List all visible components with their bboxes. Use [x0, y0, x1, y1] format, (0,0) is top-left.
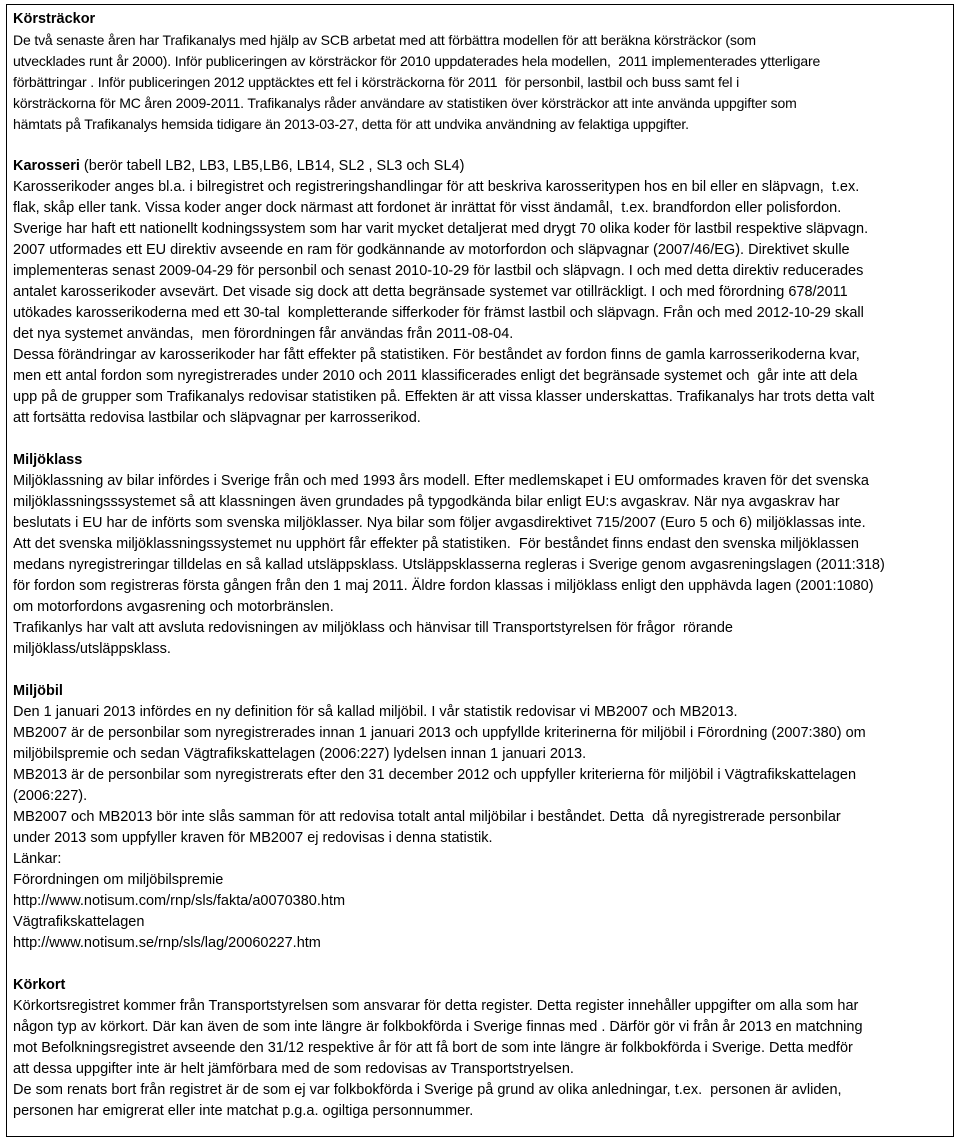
section-gap [13, 429, 953, 450]
paragraph-line: antalet karosserikoder avsevärt. Det visade sig dock att detta begränsade systemet var otillräckligt. I och med förordning 678/2011 [13, 284, 848, 300]
paragraph-line: miljöbilspremie och sedan Vägtrafikskattelagen (2006:227) lydelsen innan 1 januari 2013. [13, 746, 587, 762]
section-title-miljoklass: Miljöklass [13, 452, 83, 468]
paragraph-line: Miljöklassning av bilar infördes i Sverige från och med 1993 års modell. Efter medlemskapet i EU omformades kraven för det svenska [13, 473, 869, 489]
paragraph-line: utökades karosserikoderna med ett 30-tal kompletterande sifferkoder för främst lastbil och släpvagn. Från och med 2012-10-29 skall [13, 305, 864, 321]
paragraph-line: för fordon som registreras första gången från den 1 maj 2011. Äldre fordon klassas i miljöklass enligt den upphävda lagen (2001:1080) [13, 578, 874, 594]
paragraph-line: upp på de grupper som Trafikanalys redovisar statistiken på. Effekten är att vissa klasser underskattas. Trafikanalys har trots detta valt [13, 389, 875, 405]
paragraph-line: MB2007 och MB2013 bör inte slås samman för att redovisa totalt antal miljöbilar i beståndet. Detta då nyregistrerade personbilar [13, 809, 841, 825]
section-karosseri [13, 156, 953, 429]
paragraph-line: Körkortsregistret kommer från Transportstyrelsen som ansvarar för detta register. Detta register innehåller uppgifter om alla som har [13, 998, 859, 1014]
paragraph-line: Den 1 januari 2013 infördes en ny definition för så kallad miljöbil. I vår statistik redovisar vi MB2007 och MB2013. [13, 704, 738, 720]
section-title-korstrackor: Körsträckor [13, 11, 96, 27]
link-label-vagtrafikskattelagen: Vägtrafikskattelagen [13, 914, 145, 930]
paragraph-line: Dessa förändringar av karosserikoder har fått effekter på statistiken. För beståndet av fordon finns de gamla karrosserikoderna kvar, [13, 347, 860, 363]
paragraph-line: men ett antal fordon som nyregistrerades under 2010 och 2011 klassificerades enligt det begränsade systemet och går inte att dela [13, 368, 858, 384]
paragraph-line: under 2013 som uppfyller kraven för MB2007 ej redovisas i denna statistik. [13, 830, 493, 846]
section-gap [13, 954, 953, 975]
paragraph-line: (2006:227). [13, 788, 88, 804]
paragraph-line: De två senaste åren har Trafikanalys med hjälp av SCB arbetat med att förbättra modellen för att beräkna körsträckor (som [13, 32, 756, 48]
paragraph-line: förbättringar . Inför publiceringen 2012 upptäcktes ett fel i körsträckorna för 2011 för personbil, lastbil och buss samt fel i [13, 74, 740, 90]
paragraph-line: Att det svenska miljöklassningssystemet nu upphört får effekter på statistiken. För beståndet finns endast den svenska miljöklassen [13, 536, 859, 552]
paragraph-line: Trafikanlys har valt att avsluta redovisningen av miljöklass och hänvisar till Transportstyrelsen för frågor rörande [13, 620, 733, 636]
section-subtitle-karosseri: (berör tabell LB2, LB3, LB5,LB6, LB14, SL2 , SL3 och SL4) [79, 158, 465, 174]
paragraph-line: beslutats i EU har de införts som svenska miljöklasser. Nya bilar som följer avgasdirektivet 715/2007 (Euro 5 och 6) miljöklassas inte. [13, 515, 866, 531]
paragraph-line: medans nyregistreringar tilldelas en så kallad utsläppsklass. Utsläppsklasserna regleras i Sverige genom avgasreningslagen (2011:318) [13, 557, 885, 573]
paragraph-line: om motorfordons avgasrening och motorbränslen. [13, 599, 334, 615]
link-vagtrafikskattelagen-url[interactable]: http://www.notisum.se/rnp/sls/lag/20060227.htm [13, 935, 321, 951]
section-title-korkort: Körkort [13, 977, 66, 993]
section-gap [13, 135, 953, 156]
link-miljobilspremie-url[interactable]: http://www.notisum.com/rnp/sls/fakta/a0070380.htm [13, 893, 346, 909]
paragraph-line: miljöklass/utsläppsklass. [13, 641, 171, 657]
paragraph-line: att dessa uppgifter inte är helt jämförbara med de som redovisas av Transportstryelsen. [13, 1061, 574, 1077]
section-korkort [13, 975, 953, 1122]
paragraph-line: mot Befolkningsregistret avseende den 31/12 respektive år för att få bort de som inte längre är folkbokförda i Sverige. Detta medför [13, 1040, 853, 1056]
link-label-miljobilspremie: Förordningen om miljöbilspremie [13, 872, 224, 888]
section-gap [13, 660, 953, 681]
section-title-miljobil: Miljöbil [13, 683, 63, 699]
paragraph-line: att fortsätta redovisa lastbilar och släpvagnar per karrosserikod. [13, 410, 421, 426]
links-label: Länkar: [13, 851, 62, 867]
paragraph-line: det nya systemet användas, men förordningen får användas från 2011-08-04. [13, 326, 514, 342]
paragraph-line: hämtats på Trafikanalys hemsida tidigare än 2013-03-27, detta för att undvika användning av felaktiga uppgifter. [13, 116, 689, 132]
paragraph-line: någon typ av körkort. Där kan även de som inte längre är folkbokförda i Sverige finnas med . Därför gör vi från år 2013 en matchning [13, 1019, 863, 1035]
section-title-karosseri: Karosseri [13, 158, 80, 174]
paragraph-line: körsträckorna för MC åren 2009-2011. Trafikanalys råder användare av statistiken över körsträckor att inte använda uppgifter som [13, 95, 797, 111]
paragraph-line: MB2007 är de personbilar som nyregistrerades innan 1 januari 2013 och uppfyllde kriterinerna för miljöbil i Förordning (2007:380) om [13, 725, 866, 741]
paragraph-line: flak, skåp eller tank. Vissa koder anger dock närmast att fordonet är inrättat för visst ändamål, t.ex. brandfordon eller polisfordon. [13, 200, 842, 216]
paragraph-line: implementeras senast 2009-04-29 för personbil och senast 2010-10-29 för lastbil och släpvagn. I och med detta direktiv reducerades [13, 263, 864, 279]
section-korstrackor [13, 9, 953, 135]
paragraph-line: De som renats bort från registret är de som ej var folkbokförda i Sverige på grund av olika anledningar, t.ex. personen är avliden, [13, 1082, 842, 1098]
paragraph-line: 2007 utformades ett EU direktiv avseende en ram för godkännande av motorfordon och släpvagnar (2007/46/EG). Direktivet skulle [13, 242, 850, 258]
paragraph-line: personen har emigrerat eller inte matchat p.g.a. ogiltiga personnummer. [13, 1103, 474, 1119]
paragraph-line: Sverige har haft ett nationellt kodningssystem som har varit mycket detaljerat med drygt 70 olika koder för lastbil respektive släpvagn. [13, 221, 869, 237]
section-miljobil [13, 681, 953, 954]
paragraph-line: Karosserikoder anges bl.a. i bilregistret och registreringshandlingar för att beskriva karosseritypen hos en bil eller en släpvagn, t.ex. [13, 179, 860, 195]
paragraph-line: utvecklades runt år 2000). Inför publiceringen av körsträckor för 2010 uppdaterades hela modellen, 2011 implementerades ytterligare [13, 53, 821, 69]
paragraph-line: miljöklassningsssystemet så att klassningen även grundades på typgodkända bilar enligt EU:s avgaskrav. När nya avgaskrav har [13, 494, 840, 510]
document-page [6, 4, 954, 1137]
section-heading-karosseri [13, 156, 953, 177]
paragraph-line: MB2013 är de personbilar som nyregistrerats efter den 31 december 2012 och uppfyller kriterierna för miljöbil i Vägtrafikskattelagen [13, 767, 857, 783]
section-miljoklass [13, 450, 953, 660]
